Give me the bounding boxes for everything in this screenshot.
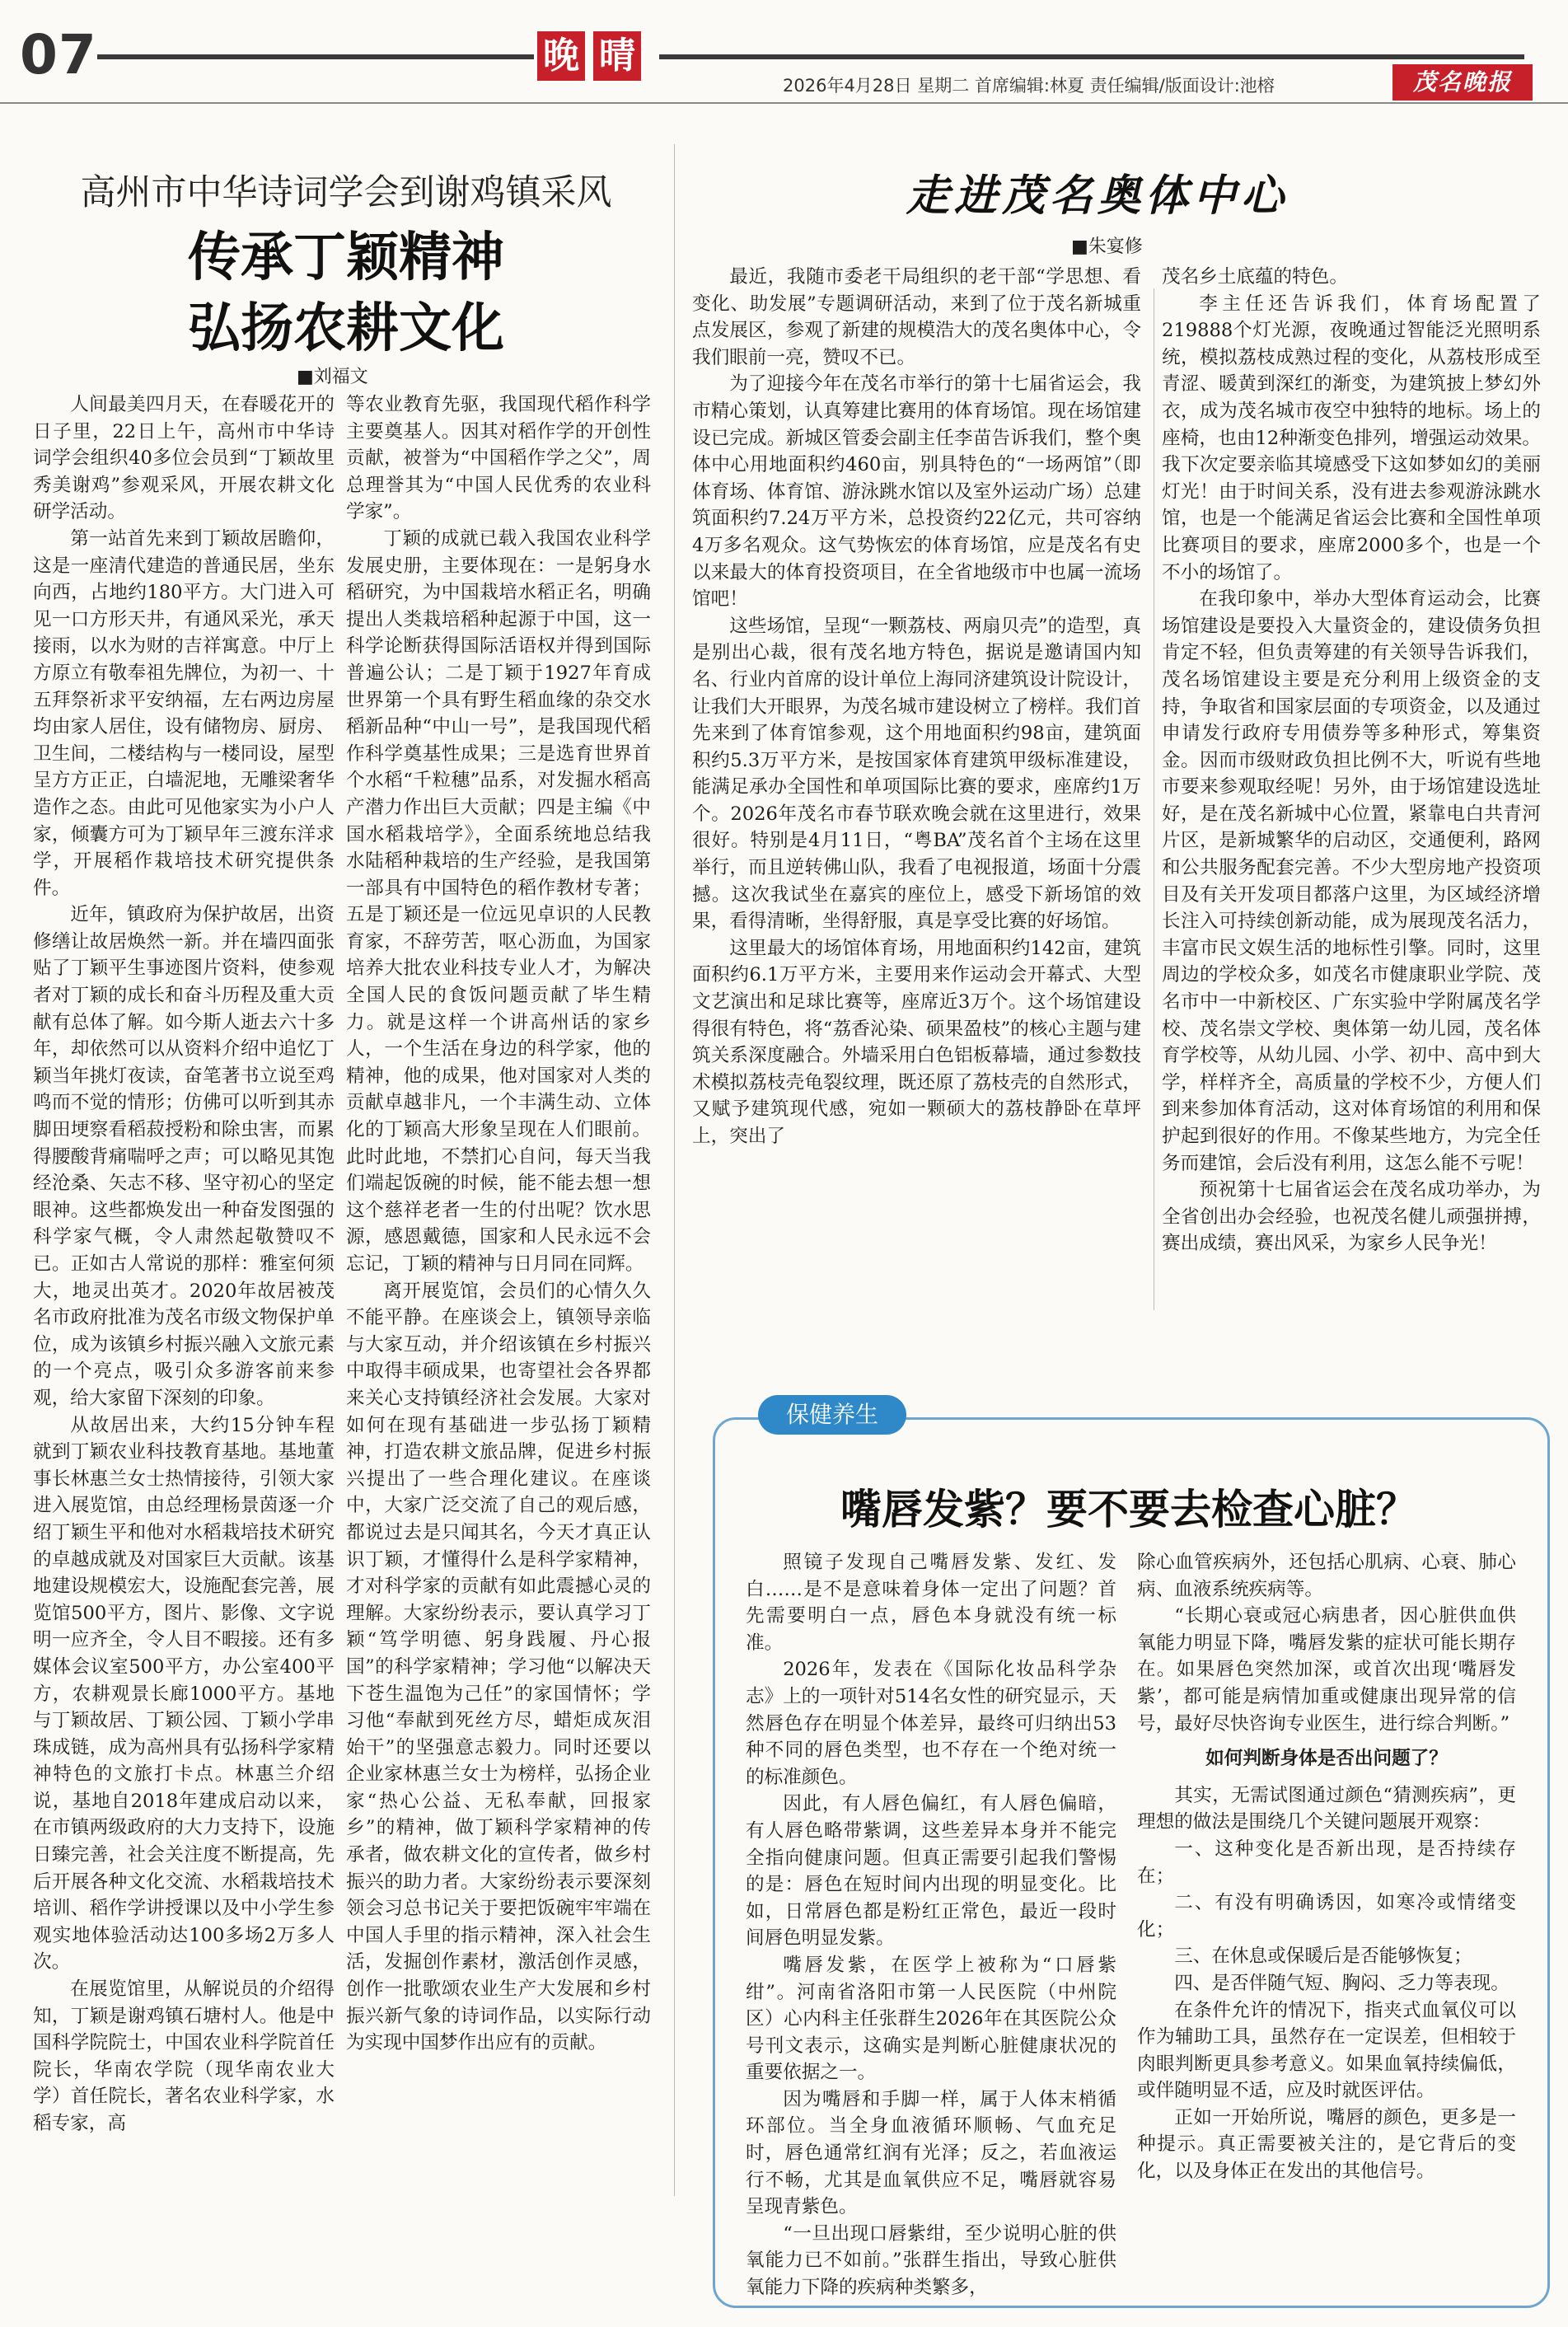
left-article-title [33, 222, 659, 364]
section-label-char-1: 晚 [537, 31, 585, 81]
health-subheading: 如何判断身体是否出问题了？ [1205, 1748, 1448, 1770]
paragraph: “长期心衰或冠心病患者，因心脏供血供氧能力明显下降，嘴唇发紫的症状可能长期存在。如果唇色突然加深，或首次出现‘嘴唇发紫’，都可能是病情加重或健康出现异常的信号，最好尽快咨询专业医生，进行综合判断。” [1137, 1605, 1516, 1735]
health-article-title: 嘴唇发紫？要不要去检查心脏？ [840, 1486, 1417, 1533]
paragraph: 其实，无需试图通过颜色“猜测疾病”，更理想的做法是围绕几个关键问题展开观察： [1137, 1784, 1516, 1833]
paragraph: 为了迎接今年在茂名市举行的第十七届省运会，我市精心策划，认真筹建比赛用的体育场馆。现在场馆建设已完成。新城区管委会副主任李苗告诉我们，整个奥体中心用地面积约460亩，别具特色的“一场两馆”（即体育场、体育馆、游泳跳水馆以及室外运动广场）总建筑面积约7.24万平方米，总投资约22亿元，共可容纳4万多名观众。这气势恢宏的体育场馆，应是茂名有史以来最大的体育投资项目，在全省地级市中也属一流场馆吧！ [692, 373, 1141, 611]
newspaper-logo: 茂名晚报 [1392, 64, 1533, 101]
right-article-column-2 [1162, 264, 1541, 1327]
paragraph: 正如一开始所说，嘴唇的颜色，更多是一种提示。真正需要被关注的，是它背后的变化，以及身体正在发出的其他信号。 [1137, 2106, 1516, 2183]
left-article-author: ■刘福文 [297, 367, 368, 387]
paragraph: 一、这种变化是否新出现，是否持续存在； [1137, 1838, 1516, 1887]
paragraph: 在展览馆里，从解说员的介绍得知，丁颖是谢鸡镇石塘村人。他是中国科学院院士，中国农业科学院首任院长，华南农学院（现华南农业大学）首任院长，著名农业科学家，水稻专家，高 [33, 1978, 335, 2134]
paragraph: 离开展览馆，会员们的心情久久不能平静。在座谈会上，镇领导亲临与大家互动，并介绍该镇在乡村振兴中取得丰硕成果，也寄望社会各界都来关心支持镇经济社会发展。大家对如何在现有基础进一步弘扬丁颖精神，打造农耕文旅品牌，促进乡村振兴提出了一些合理化建议。在座谈中，大家广泛交流了自己的观后感，都说过去是只闻其名，今天才真正认识丁颖，才懂得什么是科学家精神，才对科学家的贡献有如此震撼心灵的理解。大家纷纷表示，要认真学习丁颖“笃学明德、躬身践履、丹心报国”的科学家精神；学习他“以解决天下苍生温饱为己任”的家国情怀；学习他“奉献到死丝方尽，蜡炬成灰泪始干”的坚强意志毅力。同时还要以企业家林惠兰女士为榜样，弘扬企业家“热心公益、无私奉献，回报家乡”的精神，做丁颖科学家精神的传承者，做农耕文化的宣传者，做乡村振兴的助力者。大家纷纷表示要深刻领会习总书记关于要把饭碗牢牢端在中国人手里的指示精神，深入社会生活，发掘创作素材，激活创作灵感，创作一批歌颂农业生产大发展和乡村振兴新气象的诗词作品，以实际行动为实现中国梦作出应有的贡献。 [346, 1280, 651, 2054]
page-number: 07 [20, 23, 97, 87]
paragraph: 因为嘴唇和手脚一样，属于人体末梢循环部位。当全身血液循环顺畅、气血充足时，唇色通常红润有光泽；反之，若血液运行不畅，尤其是血氧供应不足，嘴唇就容易呈现青紫色。 [746, 2088, 1116, 2218]
paragraph: 在条件允许的情况下，指夹式血氧仪可以作为辅助工具，虽然存在一定误差，但相较于肉眼判断更具参考意义。如果血氧持续偏低，或伴随明显不适，应及时就医评估。 [1137, 1999, 1516, 2102]
paragraph: 茂名乡土底蕴的特色。 [1162, 266, 1348, 288]
paragraph: 除心血管疾病外，还包括心肌病、心衰、肺心病、血液系统疾病等。 [1137, 1552, 1516, 1600]
paragraph: 2026年，发表在《国际化妆品科学杂志》上的一项针对514名女性的研究显示，天然唇色存在明显个体差异，最终可归纳出53种不同的唇色类型，也不存在一个绝对统一的标准颜色。 [746, 1659, 1116, 1788]
paragraph: 嘴唇发紫，在医学上被称为“口唇紫绀”。河南省洛阳市第一人民医院（中州院区）心内科主任张群生2026年在其医院公众号刊文表示，这确实是判断心脏健康状况的重要依据之一。 [746, 1954, 1116, 2084]
paragraph: 等农业教育先驱，我国现代稻作科学主要奠基人。因其对稻作学的开创性贡献，被誉为“中国稻作学之父”，周总理誉其为“中国人民优秀的农业科学家”。 [346, 394, 651, 523]
header-rule-left [97, 54, 534, 59]
paragraph: 近年，镇政府为保护故居，出资修缮让故居焕然一新。并在墙四面张贴了丁颖平生事迹图片资料，使参观者对丁颖的成长和奋斗历程及重大贡献有总体了解。如今斯人逝去六十多年，却依然可以从资料介绍中追忆丁颖当年挑灯夜读，奋笔著书立说至鸡鸣而不觉的情形；仿佛可以听到其赤脚田埂察看稻菽授粉和除虫害，而累得腰酸背痛喘呼之声；可以略见其饱经沧桑、矢志不移、坚守初心的坚定眼神。这些都焕发出一种奋发图强的科学家气概，令人肃然起敬赞叹不已。正如古人常说的那样：雅室何须大，地灵出英才。2020年故居被茂名市政府批准为茂名市级文物保护单位，成为该镇乡村振兴融入文旅元素的一个亮点，吸引众多游客前来参观，给大家留下深刻的印象。 [33, 904, 335, 1409]
left-title-line-1: 传承丁颖精神 [188, 227, 504, 288]
health-section-tag: 保健养生 [758, 1395, 906, 1435]
paragraph: “一旦出现口唇紫绀，至少说明心脏的供氧能力已不如前。”张群生指出，导致心脏供氧能力下降的疾病种类繁多， [746, 2222, 1116, 2299]
section-label-char-2: 晴 [593, 31, 641, 81]
paragraph: 因此，有人唇色偏红，有人唇色偏暗，有人唇色略带紫调，这些差异本身并不能完全指向健康问题。但真正需要引起我们警惕的是：唇色在短时间内出现的明显变化。比如，日常唇色都是粉红正常色，最近一段时间唇色明显发紫。 [746, 1793, 1116, 1950]
paragraph: 最近，我随市委老干局组织的老干部“学思想、看变化、助发展”专题调研活动，来到了位于茂名新城重点发展区，参观了新建的规模浩大的茂名奥体中心，令我们眼前一亮，赞叹不已。 [692, 266, 1141, 368]
paragraph: 二、有没有明确诱因，如寒冷或情绪变化； [1137, 1892, 1516, 1941]
right-article-title: 走进茂名奥体中心 [906, 171, 1290, 221]
left-article-kicker: 高州市中华诗词学会到谢鸡镇采风 [80, 172, 612, 213]
left-article-column-1 [33, 391, 335, 2311]
paragraph: 这些场馆，呈现“一颗荔枝、两扇贝壳”的造型，真是别出心裁，很有茂名地方特色，据说是邀请国内知名、行业内首席的设计单位上海同济建筑设计院设计，让我们大开眼界，为茂名城市建设树立了榜样。我们首先来到了体育馆参观，这个用地面积约98亩，建筑面积约5.3万平方米，是按国家体育建筑甲级标准建设，能满足承办全国性和单项国际比赛的要求，座席约1万个。2026年茂名市春节联欢晚会就在这里进行，效果很好。特别是4月11日，“粤BA”茂名首个主场在这里举行，而且逆转佛山队，我看了电视报道，场面十分震撼。这次我试坐在嘉宾的座位上，感受下新场馆的效果，看得清晰，坐得舒服，真是享受比赛的好场馆。 [692, 615, 1141, 933]
paragraph: 人间最美四月天，在春暖花开的日子里，22日上午，高州市中华诗词学会组织40多位会员到“丁颖故里 秀美谢鸡”参观采风，开展农耕文化研学活动。 [33, 394, 335, 523]
paragraph: 四、是否伴随气短、胸闷、乏力等表现。 [1174, 1972, 1509, 1994]
health-article-column-2 [1137, 1549, 1516, 2283]
paragraph: 预祝第十七届省运会在茂名成功举办，为全省创出办会经验，也祝茂名健儿顽强拼搏，赛出成绩，赛出风采，为家乡人民争光！ [1162, 1179, 1541, 1255]
header-rule-right [659, 54, 1524, 59]
left-title-line-2: 弘扬农耕文化 [188, 298, 504, 359]
left-article-column-2 [346, 391, 651, 2311]
health-article-column-1 [746, 1549, 1116, 2299]
paragraph: 这里最大的场馆体育场，用地面积约142亩，建筑面积约6.1万平方米，主要用来作运动会开幕式、大型文艺演出和足球比赛等，座席近3万个。这个场馆建设得很有特色，将“荔香沁染、硕果盈枝”的核心主题与建筑关系深度融合。外墙采用白色铝板幕墙，通过参数技术模拟荔枝壳龟裂纹理，既还原了荔枝壳的自然形式，又赋予建筑现代感，宛如一颗硕大的荔枝静卧在草坪上，突出了 [692, 937, 1141, 1147]
paragraph: 三、在休息或保暖后是否能够恢复； [1174, 1945, 1472, 1968]
paragraph: 在我印象中，举办大型体育运动会，比赛场馆建设是要投入大量资金的，建设债务负担肯定不轻，但负责筹建的有关领导告诉我们，茂名场馆建设主要是充分利用上级资金的支持，争取省和国家层面的专项资金，以及通过申请发行政府专用债券等多种形式，筹集资金。因而市级财政负担比例不大，听说有些地市要来参观取经呢！另外，由于场馆建设选址好，是在茂名新城中心位置，紧靠电白共青河片区，是新城繁华的启动区，交通便利，路网和公共服务配套完善。不少大型房地产投资项目及有关开发项目都落户这里，为区域经济增长注入可持续创新动能，成为展现茂名活力，丰富市民文娱生活的地标性引擎。同时，这里周边的学校众多，如茂名市健康职业学院、茂名市中一中新校区、广东实验中学附属茂名学校、茂名崇文学校、奥体第一幼儿园，茂名体育学校等，从幼儿园、小学、初中、高中到大学，样样齐全，高质量的学校不少，方便人们到来参加体育活动，这对体育场馆的利用和保护起到很好的作用。不像某些地方，为完全任务而建馆，会后没有利用，这怎么能不亏呢！ [1162, 588, 1541, 1174]
paragraph: 李主任还告诉我们，体育场配置了219888个灯光源，夜晚通过智能泛光照明系统，模拟荔枝成熟过程的变化，从荔枝形成至青涩、暖黄到深红的渐变，为建筑披上梦幻外衣，成为茂名城市夜空中独特的地标。场上的座椅，也由12种渐变色排列，增强运动效果。我下次定要亲临其境感受下这如梦如幻的美丽灯光！由于时间关系，没有进去参观游泳跳水馆，也是一个能满足省运会比赛和全国性单项比赛项目的要求，座席2000多个，也是一个不小的场馆了。 [1162, 293, 1541, 583]
paragraph: 从故居出来，大约15分钟车程就到丁颖农业科技教育基地。基地董事长林惠兰女士热情接待，引领大家进入展览馆，由总经理杨景茵逐一介绍丁颖生平和他对水稻栽培技术研究的卓越成就及对国家巨大贡献。该基地建设规模宏大，设施配套完善，展览馆500平方，图片、影像、文字说明一应齐全，令人目不暇接。还有多媒体会议室500平方，办公室400平方，农耕观景长廊1000平方。基地与丁颖故居、丁颖公园、丁颖小学串珠成链，成为高州具有弘扬科学家精神特色的文旅打卡点。林惠兰介绍说，基地自2018年建成启动以来，在市镇两级政府的大力支持下，设施日臻完善，社会关注度不断提高，先后开展各种文化交流、水稻栽培技术培训、稻作学讲授课以及中小学生参观实地体验活动达100多场2万多人次。 [33, 1414, 335, 1974]
column-divider [674, 144, 675, 2196]
right-article-author: ■朱宴修 [1071, 236, 1143, 257]
header-divider [0, 102, 1568, 104]
right-article-column-1 [692, 264, 1141, 1327]
paragraph: 照镜子发现自己嘴唇发紫、发红、发白……是不是意味着身体一定出了问题？首先需要明白一点，唇色本身就没有统一标准。 [746, 1552, 1116, 1654]
paragraph: 第一站首先来到丁颖故居瞻仰，这是一座清代建造的普通民居，坐东向西，占地约180平方。大门进入可见一口方形天井，有通风采光，承天接雨，以水为财的吉祥寓意。中厅上方原立有敬奉祖先牌位，为初一、十五拜祭祈求平安纳福，左右两边房屋均由家人居住，设有储物房、厨房、卫生间，二楼结构与一楼同设，屋型呈方方正正，白墙泥地，无雕梁奢华造作之态。由此可见他家实为小户人家，倾囊方可为丁颖早年三渡东洋求学，开展稻作栽培技术研究提供条件。 [33, 527, 335, 899]
date-and-editors: 2026年4月28日 星期二 首席编辑:林夏 责任编辑/版面设计:池榕 [783, 76, 1275, 96]
paragraph: 丁颖的成就已载入我国农业科学发展史册，主要体现在：一是躬身水稻研究，为中国栽培水稻正名，明确提出人类栽培稻种起源于中国，这一科学论断获得国际活语权并得到国际普遍公认；二是丁颖于1927年育成世界第一个具有野生稻血缘的杂交水稻新品种“中山一号”，是我国现代稻作科学奠基性成果；三是选育世界首个水稻“千粒穗”品系，对发掘水稻高产潜力作出巨大贡献；四是主编《中国水稻栽培学》，全面系统地总结我水陆稻种栽培的生产经验，是我国第一部具有中国特色的稻作教材专著；五是丁颖还是一位远见卓识的人民教育家，不辞劳苦，呕心沥血，为国家培养大批农业科技专业人才，为解决全国人民的食饭问题贡献了毕生精力。就是这样一个讲高州话的家乡人，一个生活在身边的科学家，他的精神，他的成果，他对国家对人类的贡献卓越非凡，一个丰满生动、立体化的丁颖高大形象呈现在人们眼前。此时此地，不禁扪心自问，每天当我们端起饭碗的时候，能不能去想一想这个慈祥老者一生的付出呢？饮水思源，感恩戴德，国家和人民永远不会忘记，丁颖的精神与日月同在同辉。 [346, 527, 651, 1275]
